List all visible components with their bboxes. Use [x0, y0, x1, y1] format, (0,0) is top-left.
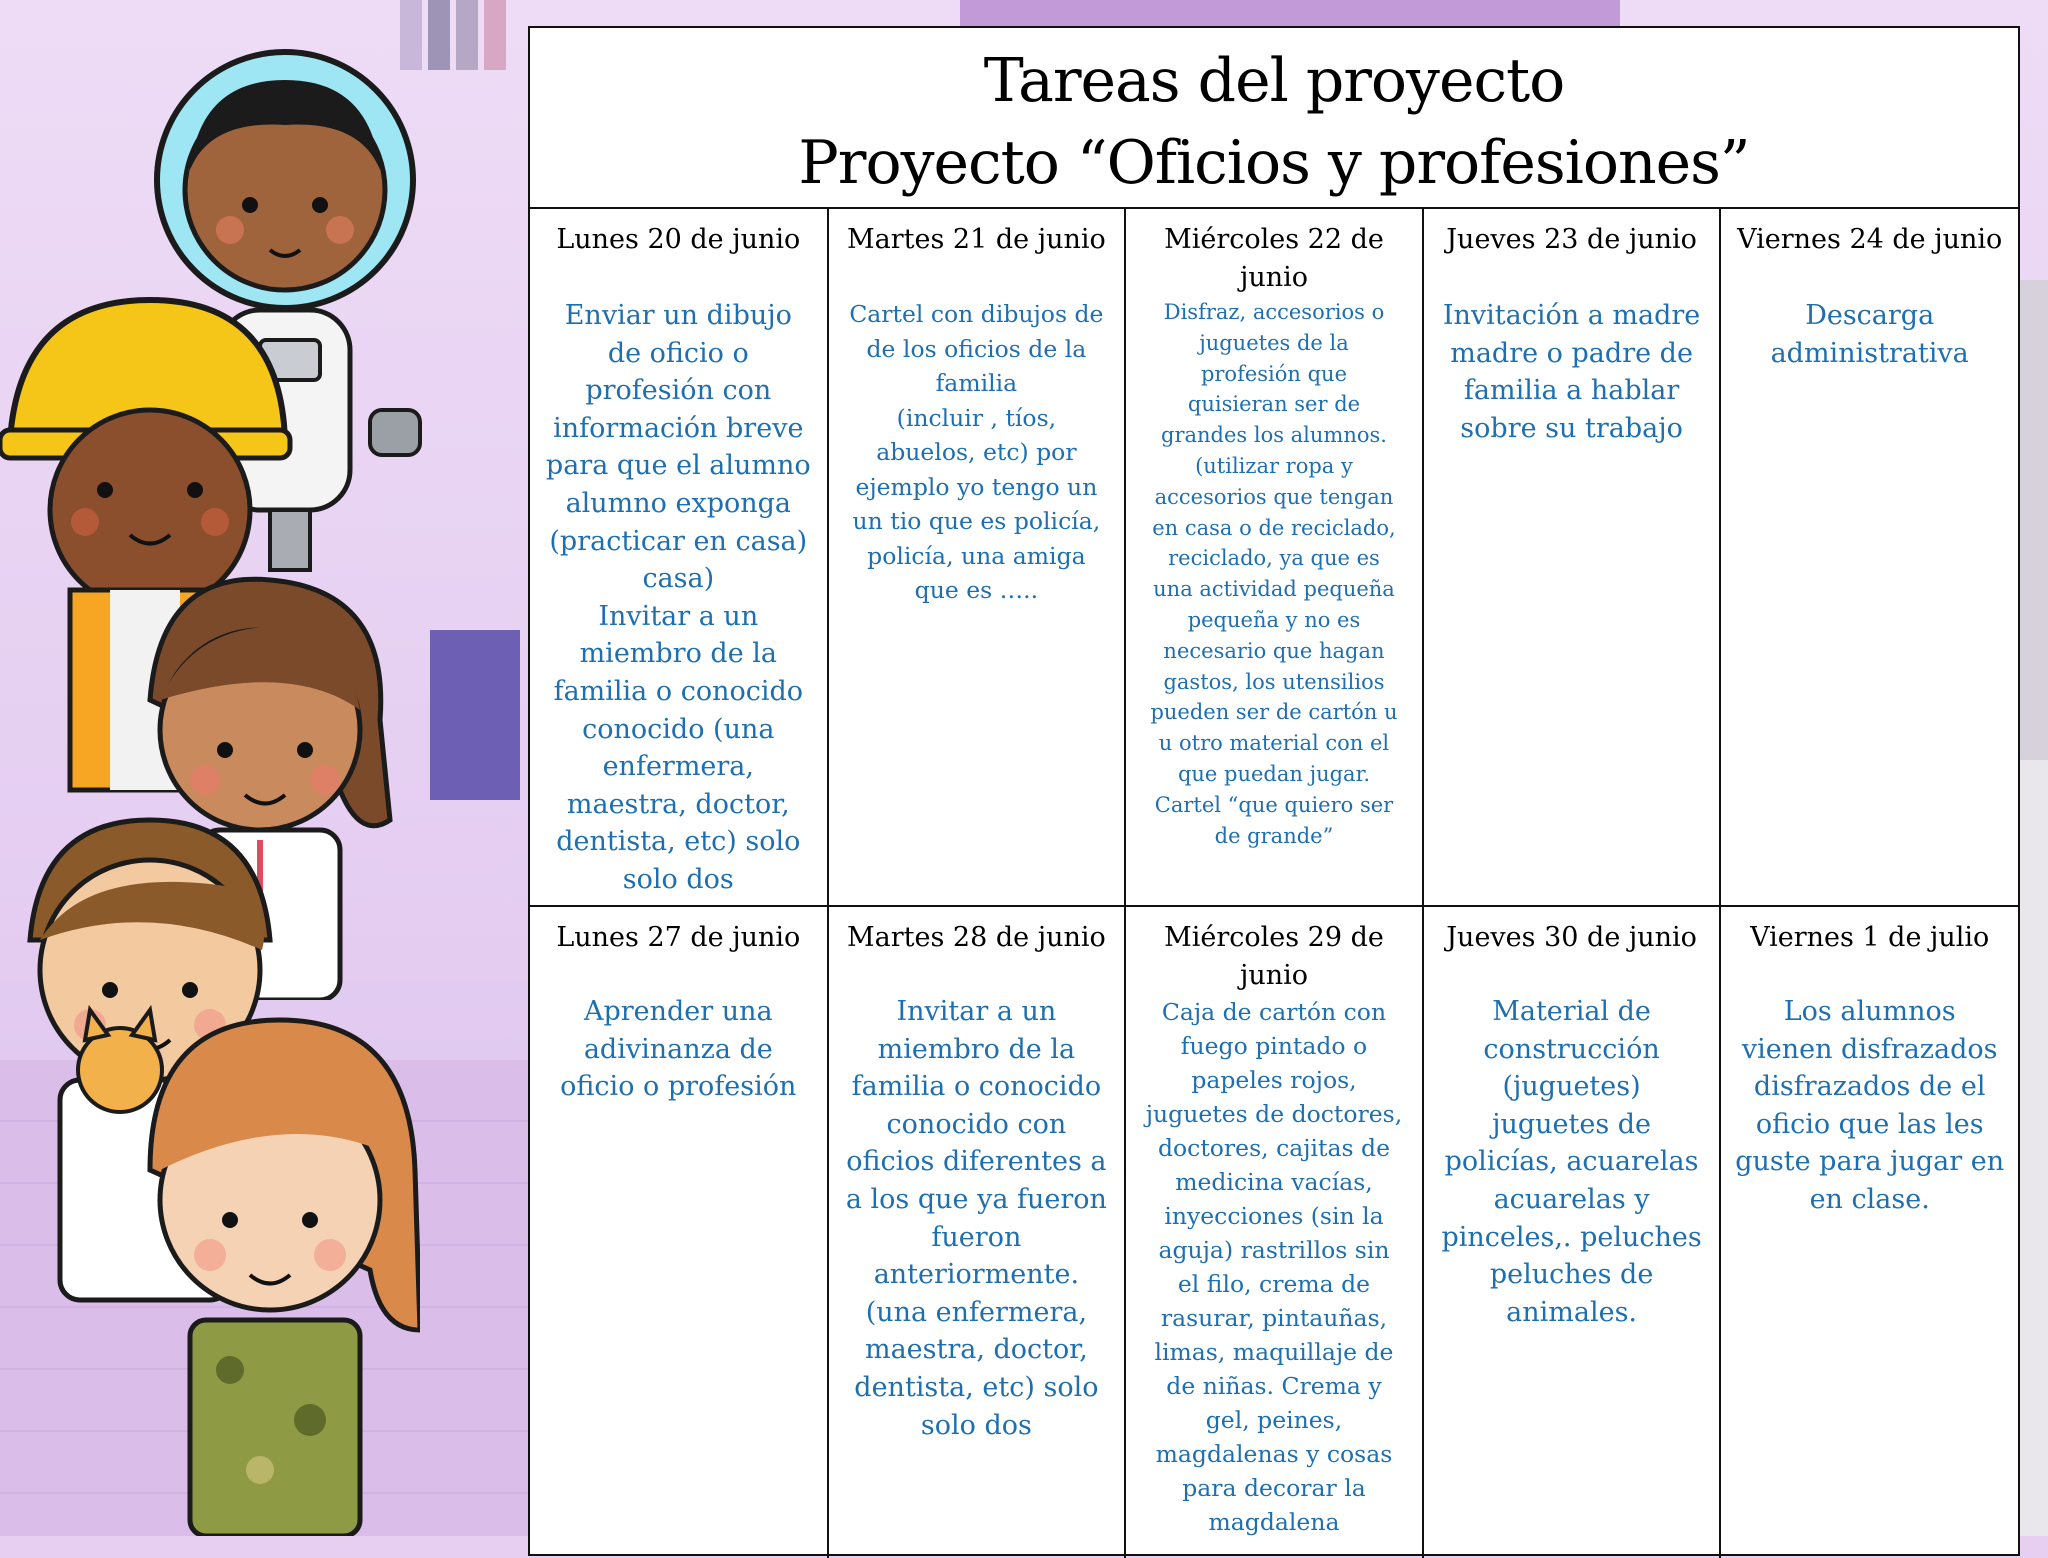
- day-header: Jueves 30 de junio: [1446, 922, 1697, 953]
- day-header: Jueves 23 de junio: [1446, 224, 1697, 255]
- background-window: [430, 630, 520, 800]
- cell-thursday-30: [1423, 906, 1721, 1558]
- table-row-week-2: [530, 906, 2018, 1558]
- task-text: Aprender una adivinanza de oficio o profesión: [560, 996, 797, 1103]
- task-text: Enviar un dibujo de oficio o profesión con información breve para que el alumno alumno exponga (practicar en casa) casa) Invitar a un miembro de la familia o conocido conocido (una enfermera, maestra, doctor, dentista, etc) solo solo dos: [545, 300, 811, 895]
- task-text: Material de construcción (juguetes) juguetes de policías, acuarelas acuarelas y pinceles,. peluches peluches de animales.: [1441, 996, 1702, 1328]
- page-title: Tareas del proyecto: [983, 46, 1565, 116]
- task-text: Invitación a madre madre o padre de familia a hablar sobre su trabajo: [1442, 300, 1701, 444]
- cell-thursday-23: [1423, 209, 1721, 906]
- title-area: [530, 28, 2018, 209]
- cell-tuesday-21: [828, 209, 1126, 906]
- background-panel: [960, 0, 1620, 28]
- cell-tuesday-28: [828, 906, 1126, 1558]
- cell-friday-1: [1720, 906, 2018, 1558]
- task-text: Disfraz, accesorios o juguetes de la profesión que quisieran ser de grandes los alumnos. (utilizar ropa y accesorios que tengan en casa o de reciclado, reciclado, ya que es una actividad pequeña pequeña y no es necesario que hagan gastos, los utensilios pueden ser de cartón u u otro material con el que puedan jugar. Cartel “que quiero ser de grande”: [1150, 300, 1398, 848]
- day-header: Martes 28 de junio: [847, 922, 1106, 953]
- day-header: Martes 21 de junio: [847, 224, 1106, 255]
- day-header: Miércoles 22 de junio: [1164, 224, 1384, 293]
- day-header: Viernes 24 de junio: [1737, 224, 2003, 255]
- task-text: Invitar a un miembro de la familia o conocido conocido con oficios diferentes a a los que ya fueron fueron anteriormente. (una enfermera, maestra, doctor, dentista, etc) solo solo dos: [845, 996, 1107, 1441]
- background-cabinet-lower: [2020, 760, 2048, 1536]
- task-text: Cartel con dibujos de de los oficios de la familia (incluir , tíos, abuelos, etc) por ejemplo yo tengo un un tio que es policía, policía, una amiga que es …..: [849, 300, 1104, 604]
- schedule-table: [530, 209, 2018, 1558]
- cell-wednesday-22: [1125, 209, 1423, 906]
- background-cabinet: [2020, 280, 2048, 760]
- cell-wednesday-29: [1125, 906, 1423, 1558]
- day-header: Lunes 27 de junio: [556, 922, 801, 953]
- table-row-week-1: [530, 209, 2018, 906]
- task-text: Los alumnos vienen disfrazados disfrazados de el oficio que las les guste para jugar en en clase.: [1735, 996, 2005, 1215]
- day-header: Miércoles 29 de junio: [1164, 922, 1384, 991]
- day-header: Lunes 20 de junio: [556, 224, 801, 255]
- cell-friday-24: [1720, 209, 2018, 906]
- day-header: Viernes 1 de julio: [1750, 922, 1990, 953]
- project-title: Proyecto “Oficios y profesiones”: [798, 128, 1750, 198]
- cell-monday-27: [530, 906, 828, 1558]
- task-text: Caja de cartón con fuego pintado o papeles rojos, juguetes de doctores, doctores, cajitas de medicina vacías, inyecciones (sin la aguja) rastrillos sin el filo, crema de rasurar, pintauñas, limas, maquillaje de de niñas. Crema y gel, peines, magdalenas y cosas para decorar la magdalena: [1145, 998, 1403, 1536]
- cell-monday-20: [530, 209, 828, 906]
- soldier-illustration: [130, 1000, 420, 1536]
- task-text: Descarga administrativa: [1770, 300, 1969, 369]
- schedule-table-card: [528, 26, 2020, 1556]
